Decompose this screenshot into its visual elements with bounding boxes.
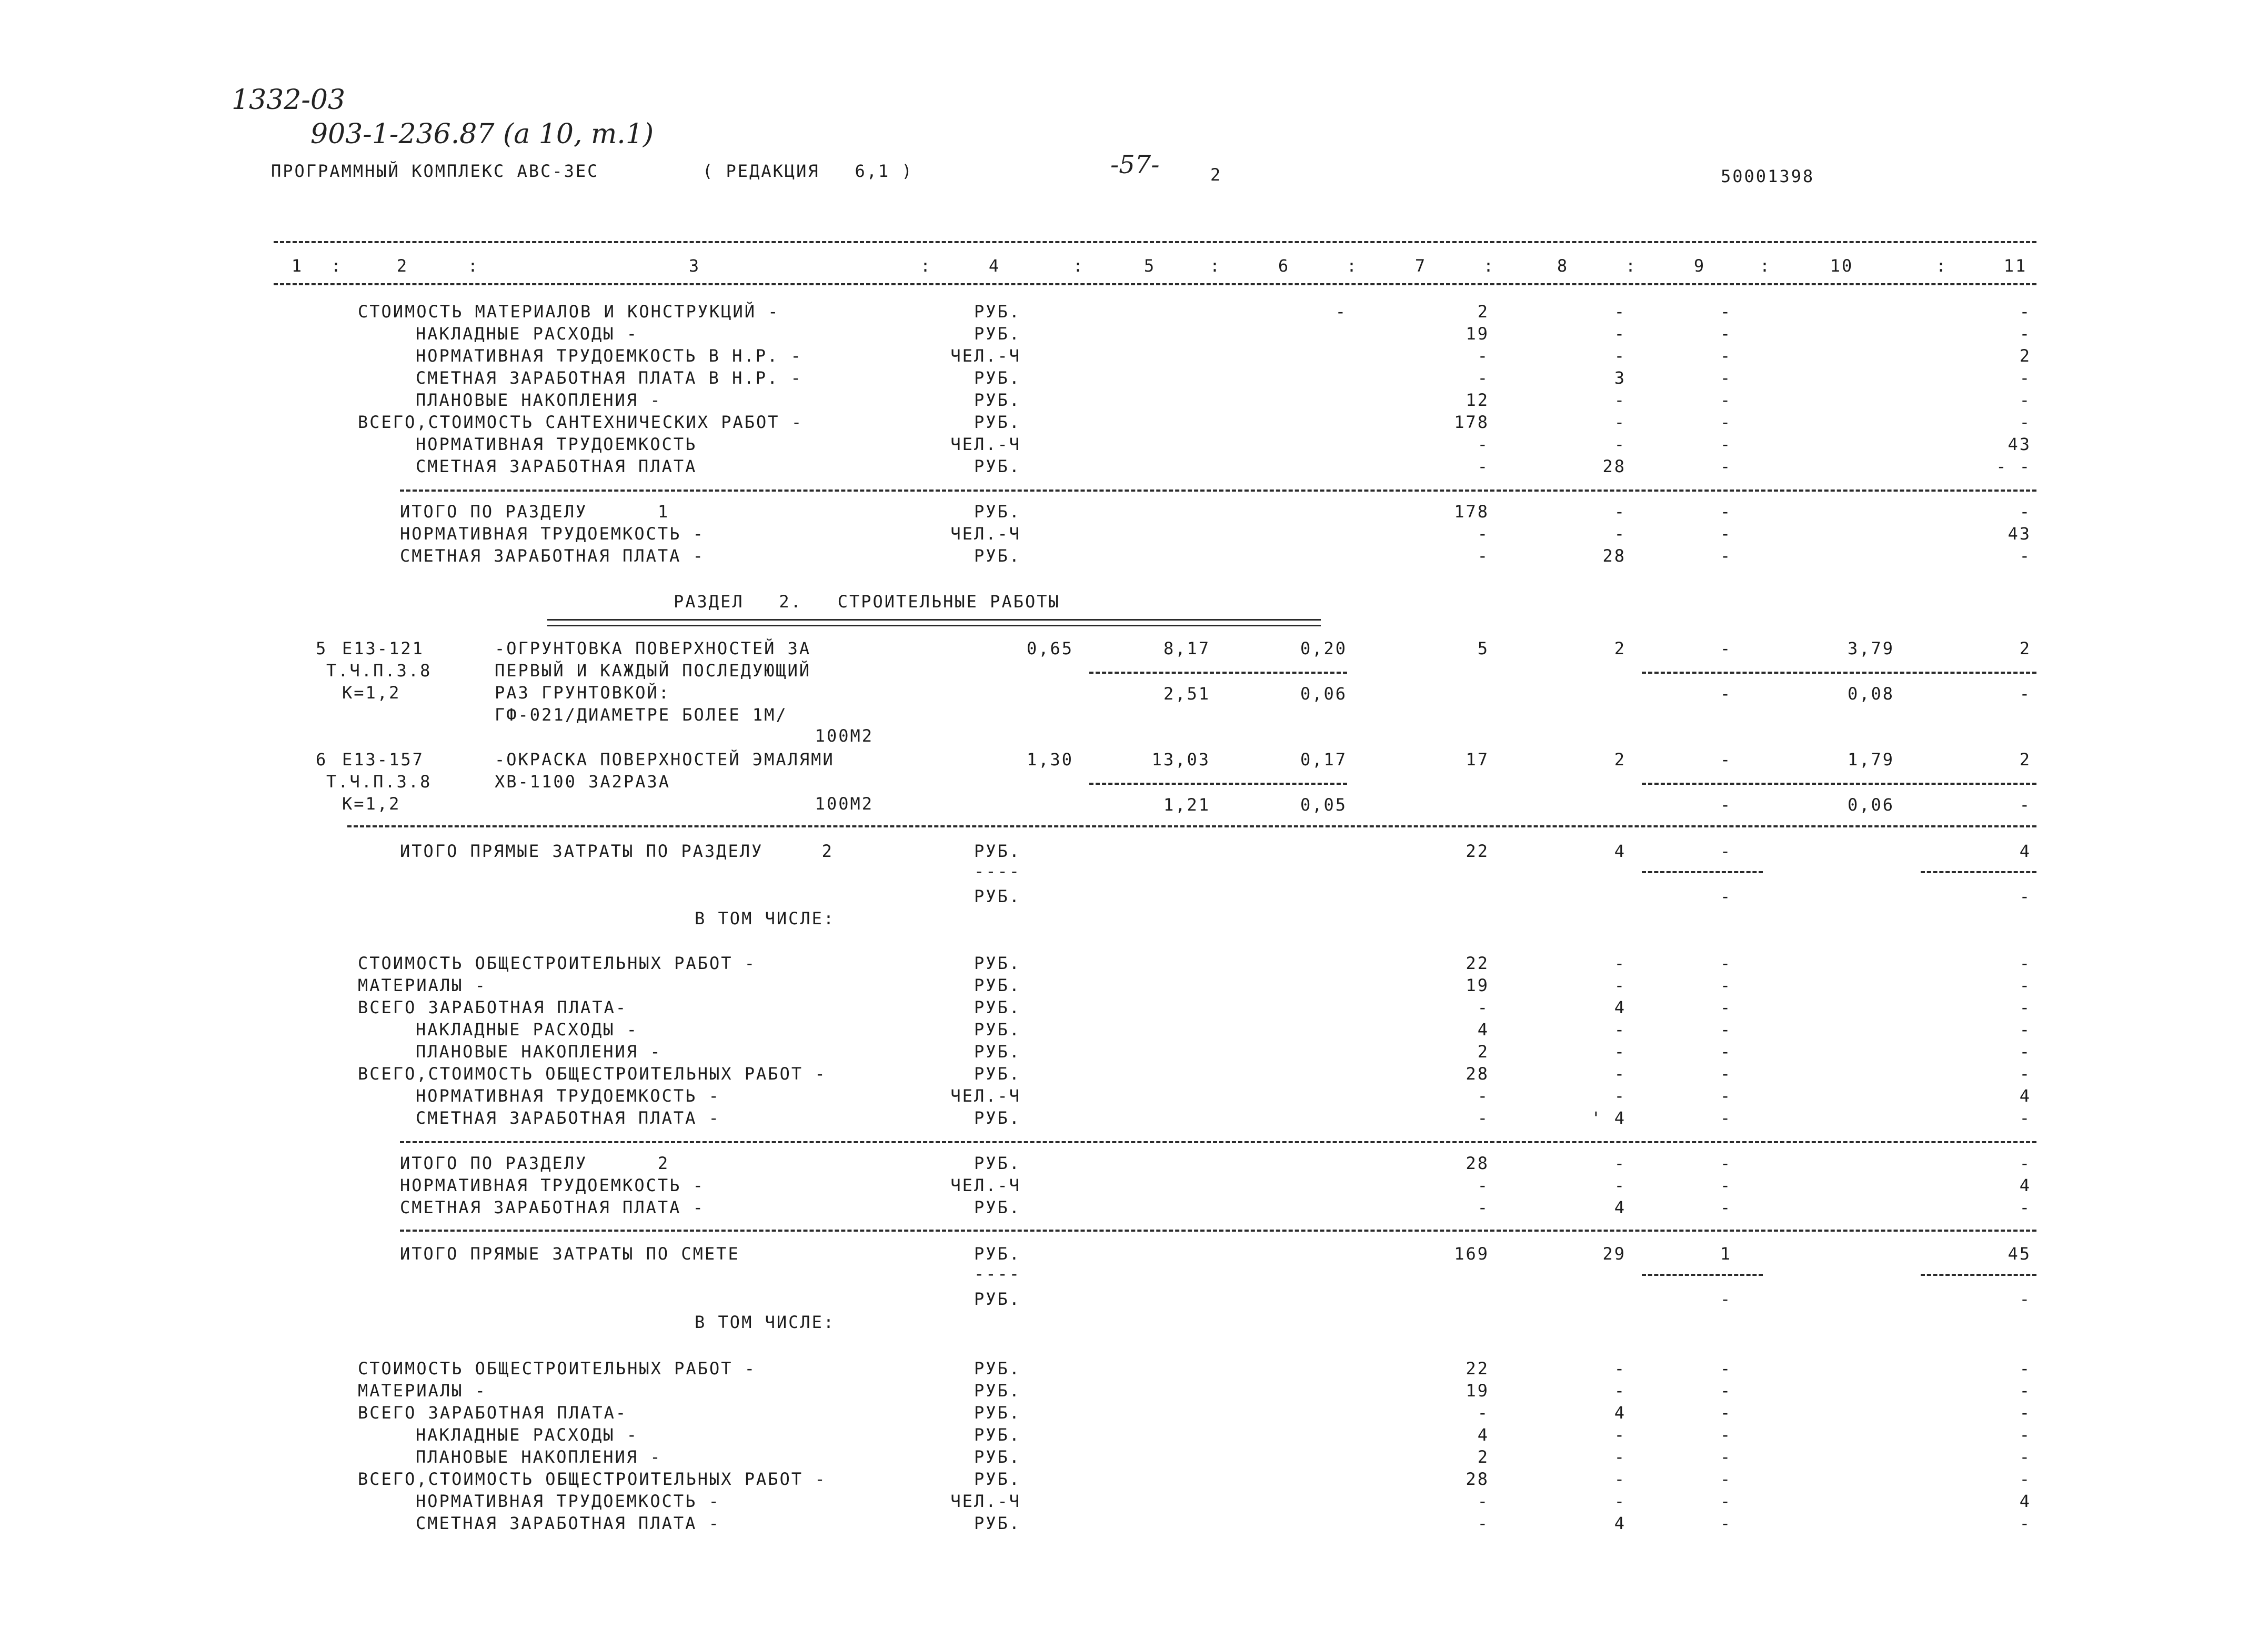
cell-col7: 5 xyxy=(1477,638,1489,658)
cell-col7: - xyxy=(1477,1513,1489,1533)
cell-col9: - xyxy=(1720,1513,1732,1533)
cell-col7: - xyxy=(1477,434,1489,454)
item-code: Е13-157 xyxy=(342,750,424,770)
cell-col9: - xyxy=(1720,975,1732,995)
item-unit: 100М2 xyxy=(815,794,874,814)
row-unit: РУБ. xyxy=(974,412,1021,432)
table-header-rule xyxy=(274,283,2036,285)
column-number: 10 xyxy=(1830,256,1854,276)
estimate-direct-total-label: ИТОГО ПРЯМЫЕ ЗАТРАТЫ ПО СМЕТЕ xyxy=(400,1244,740,1264)
cell-col5-machine: 1,21 xyxy=(1163,795,1210,815)
cell-col9: - xyxy=(1720,1197,1732,1217)
cell-col10: 1,79 xyxy=(1847,750,1894,770)
cell-col8: - xyxy=(1614,1447,1626,1467)
section1-subtotal-rule xyxy=(400,490,2036,492)
row-unit: РУБ. xyxy=(974,1425,1021,1445)
row-label: СТОИМОСТЬ ОБЩЕСТРОИТЕЛЬНЫХ РАБОТ - xyxy=(358,1359,757,1379)
cell-col9: - xyxy=(1720,434,1732,454)
cell-col8: - xyxy=(1614,1086,1626,1106)
cell-col11: - xyxy=(2019,302,2031,322)
cell-col7: 17 xyxy=(1466,750,1489,770)
row-label: СТОИМОСТЬ ОБЩЕСТРОИТЕЛЬНЫХ РАБОТ - xyxy=(358,953,757,973)
row-label: ИТОГО ПО РАЗДЕЛУ 1 xyxy=(400,502,670,522)
cell-col11: - xyxy=(2019,324,2031,344)
cell-col7: - xyxy=(1477,1086,1489,1106)
row-label: НОРМАТИВНАЯ ТРУДОЕМКОСТЬ - xyxy=(416,1491,720,1511)
section2-direct-total-rule-a xyxy=(1642,871,1763,873)
row-unit: РУБ. xyxy=(974,1020,1021,1040)
items-end-rule xyxy=(347,825,2036,827)
section2-direct-total-unit-underline: ---- xyxy=(974,861,1021,881)
cell-col8: - xyxy=(1614,302,1626,322)
cell-col7: 2 xyxy=(1477,1042,1489,1062)
cell-col5: 8,17 xyxy=(1163,638,1210,658)
cell-col9: - xyxy=(1720,1381,1732,1401)
row-label: ПЛАНОВЫЕ НАКОПЛЕНИЯ - xyxy=(416,390,662,410)
cell-col9: - xyxy=(1720,524,1732,544)
section2-direct-total-col11b: - xyxy=(2019,886,2031,906)
cell-col9: - xyxy=(1720,1469,1732,1489)
row-label: НОРМАТИВНАЯ ТРУДОЕМКОСТЬ - xyxy=(416,1086,720,1106)
cell-col8: 4 xyxy=(1614,1403,1626,1423)
item-ref: Т.Ч.П.3.8 xyxy=(326,661,432,681)
column-separator: : xyxy=(1209,256,1222,276)
row-label: НОРМАТИВНАЯ ТРУДОЕМКОСТЬ В Н.Р. - xyxy=(416,346,802,366)
cell-col9: - xyxy=(1720,1403,1732,1423)
estimate-direct-total-col8: 29 xyxy=(1602,1244,1626,1264)
cell-col11: - xyxy=(2019,1513,2031,1533)
cell-col8: - xyxy=(1614,346,1626,366)
item-description: ГФ-021/ДИАМЕТРЕ БОЛЕЕ 1М/ xyxy=(495,705,788,725)
cell-col8: - xyxy=(1614,1425,1626,1445)
column-separator: : xyxy=(1483,256,1496,276)
item5-split-rule-b xyxy=(1642,672,2036,674)
row-unit: РУБ. xyxy=(974,1469,1021,1489)
cell-col9: - xyxy=(1720,346,1732,366)
cell-col8: - xyxy=(1614,953,1626,973)
cell-col8: - xyxy=(1614,390,1626,410)
item-unit: 100М2 xyxy=(815,726,874,746)
cell-col8: - xyxy=(1614,434,1626,454)
cell-col11: - xyxy=(2019,1064,2031,1084)
cell-col11: 2 xyxy=(2019,750,2031,770)
cell-col11: - xyxy=(2019,1469,2031,1489)
cell-col8: 4 xyxy=(1614,1513,1626,1533)
row-unit: РУБ. xyxy=(974,324,1021,344)
column-separator: : xyxy=(467,256,480,276)
sheet-number: 2 xyxy=(1210,165,1222,185)
row-label: СМЕТНАЯ ЗАРАБОТНАЯ ПЛАТА - xyxy=(416,1513,720,1533)
cell-col9: - xyxy=(1720,1359,1732,1379)
cell-col8: - xyxy=(1614,975,1626,995)
row-label: ИТОГО ПО РАЗДЕЛУ 2 xyxy=(400,1153,670,1173)
item-number: 5 xyxy=(316,638,328,658)
cell-col11: - xyxy=(2019,1447,2031,1467)
program-name: ПРОГРАММНЫЙ КОМПЛЕКС АВС-3ЕС xyxy=(271,161,599,181)
section2-direct-total-col11: 4 xyxy=(2019,841,2031,861)
cell-col9: - xyxy=(1720,456,1732,476)
row-unit: РУБ. xyxy=(974,546,1021,566)
item-ref: Т.Ч.П.3.8 xyxy=(326,772,432,792)
row-unit: РУБ. xyxy=(974,1359,1021,1379)
cell-col8: - xyxy=(1614,1064,1626,1084)
cell-col11: - xyxy=(2019,1108,2031,1128)
cell-col9: - xyxy=(1720,324,1732,344)
section2-direct-total-col9b: - xyxy=(1720,886,1732,906)
cell-col9: - xyxy=(1720,997,1732,1017)
cell-col5-machine: 2,51 xyxy=(1163,684,1210,704)
cell-col8: - xyxy=(1614,524,1626,544)
cell-col9: - xyxy=(1720,1447,1732,1467)
column-number: 5 xyxy=(1143,256,1156,276)
cell-col5: 13,03 xyxy=(1151,750,1210,770)
item-description: -ОГРУНТОВКА ПОВЕРХНОСТЕЙ ЗА xyxy=(495,638,811,658)
cell-col11: - xyxy=(2019,412,2031,432)
cell-col11: - xyxy=(2019,975,2031,995)
row-label: СМЕТНАЯ ЗАРАБОТНАЯ ПЛАТА xyxy=(416,456,697,476)
cell-col11: 2 xyxy=(2019,638,2031,658)
cell-col11: 4 xyxy=(2019,1175,2031,1195)
row-unit: РУБ. xyxy=(974,1042,1021,1062)
row-unit: РУБ. xyxy=(974,997,1021,1017)
item-description: -ОКРАСКА ПОВЕРХНОСТЕЙ ЭМАЛЯМИ xyxy=(495,750,835,770)
column-number: 4 xyxy=(988,256,1001,276)
cell-col7: 22 xyxy=(1466,1359,1489,1379)
cell-col11: - xyxy=(2019,953,2031,973)
row-label: ПЛАНОВЫЕ НАКОПЛЕНИЯ - xyxy=(416,1042,662,1062)
row-unit: РУБ. xyxy=(974,390,1021,410)
row-unit: РУБ. xyxy=(974,1513,1021,1533)
cell-col8: - xyxy=(1614,1175,1626,1195)
cell-col11-machine: - xyxy=(2019,684,2031,704)
row-label: ВСЕГО,СТОИМОСТЬ ОБЩЕСТРОИТЕЛЬНЫХ РАБОТ - xyxy=(358,1469,827,1489)
row-unit: РУБ. xyxy=(974,1447,1021,1467)
cell-col6: - xyxy=(1335,302,1347,322)
item-code: Е13-121 xyxy=(342,638,424,658)
estimate-direct-total-unit-underline: ---- xyxy=(974,1264,1021,1284)
cell-col7: 2 xyxy=(1477,1447,1489,1467)
cell-col8: - xyxy=(1614,1381,1626,1401)
cell-col7: - xyxy=(1477,1491,1489,1511)
cell-col8: 3 xyxy=(1614,368,1626,388)
column-number: 11 xyxy=(2003,256,2028,276)
cell-col9: - xyxy=(1720,1425,1732,1445)
row-unit: ЧЕЛ.-Ч xyxy=(950,434,1021,454)
cell-col11: - xyxy=(2019,1042,2031,1062)
section2-direct-total-rule-b xyxy=(1921,871,2036,873)
row-unit: РУБ. xyxy=(974,1108,1021,1128)
column-number: 3 xyxy=(688,256,701,276)
cell-col7: - xyxy=(1477,1108,1489,1128)
cell-col9: - xyxy=(1720,1042,1732,1062)
cell-col8: - xyxy=(1614,1042,1626,1062)
row-label: СТОИМОСТЬ МАТЕРИАЛОВ И КОНСТРУКЦИЙ - xyxy=(358,302,780,322)
cell-col9: - xyxy=(1720,638,1732,658)
estimate-direct-total-col9b: - xyxy=(1720,1289,1732,1309)
column-number: 6 xyxy=(1278,256,1290,276)
column-number: 2 xyxy=(396,256,409,276)
cell-col7: - xyxy=(1477,524,1489,544)
section2-direct-total-col9: - xyxy=(1720,841,1732,861)
column-number: 1 xyxy=(291,256,304,276)
including-heading: В ТОМ ЧИСЛЕ: xyxy=(695,1312,836,1332)
handwritten-archive-number: 1332-03 xyxy=(232,84,346,116)
cell-col9: - xyxy=(1720,546,1732,566)
item-coefficient: К=1,2 xyxy=(342,794,401,814)
cell-col8: - xyxy=(1614,412,1626,432)
item5-split-rule-a xyxy=(1089,672,1347,674)
row-unit: РУБ. xyxy=(974,1403,1021,1423)
cell-col4: 0,65 xyxy=(1026,638,1073,658)
estimate-total-rule xyxy=(400,1230,2036,1232)
estimate-direct-total-col11: 45 xyxy=(2008,1244,2031,1264)
handwritten-page-number: -57- xyxy=(1110,150,1160,179)
row-label: НАКЛАДНЫЕ РАСХОДЫ - xyxy=(416,1020,639,1040)
cell-col11: - xyxy=(2019,502,2031,522)
handwritten-project-number: 903-1-236.87 (а 10, т.1) xyxy=(310,118,654,150)
row-label: ВСЕГО ЗАРАБОТНАЯ ПЛАТА- xyxy=(358,997,628,1017)
cell-col7: 2 xyxy=(1477,302,1489,322)
section2-direct-total-unit2: РУБ. xyxy=(974,886,1021,906)
cell-col9: - xyxy=(1720,750,1732,770)
column-separator: : xyxy=(1935,256,1948,276)
cell-col6-machine: 0,05 xyxy=(1300,795,1347,815)
cell-col8: - xyxy=(1614,1020,1626,1040)
cell-col7: - xyxy=(1477,1197,1489,1217)
cell-col11: - xyxy=(2019,1425,2031,1445)
cell-col9: - xyxy=(1720,1108,1732,1128)
cell-col7: 28 xyxy=(1466,1469,1489,1489)
cell-col7: - xyxy=(1477,1403,1489,1423)
cell-col6: 0,17 xyxy=(1300,750,1347,770)
row-unit: РУБ. xyxy=(974,975,1021,995)
row-unit: РУБ. xyxy=(974,1153,1021,1173)
column-number: 7 xyxy=(1414,256,1427,276)
column-separator: : xyxy=(920,256,932,276)
cell-col8: ' 4 xyxy=(1591,1108,1626,1128)
row-label: НАКЛАДНЫЕ РАСХОДЫ - xyxy=(416,1425,639,1445)
row-unit: РУБ. xyxy=(974,302,1021,322)
cell-col11: 43 xyxy=(2008,434,2031,454)
including-heading: В ТОМ ЧИСЛЕ: xyxy=(695,908,836,928)
cell-col7: 4 xyxy=(1477,1425,1489,1445)
section2-direct-total-unit: РУБ. xyxy=(974,841,1021,861)
cell-col10: 3,79 xyxy=(1847,638,1894,658)
cell-col9: - xyxy=(1720,1175,1732,1195)
cell-col8: - xyxy=(1614,1469,1626,1489)
cell-col8: - xyxy=(1614,1359,1626,1379)
cell-col8: - xyxy=(1614,324,1626,344)
cell-col4: 1,30 xyxy=(1026,750,1073,770)
row-unit: ЧЕЛ.-Ч xyxy=(950,346,1021,366)
cell-col7: 19 xyxy=(1466,324,1489,344)
column-separator: : xyxy=(1072,256,1085,276)
cell-col9: - xyxy=(1720,1020,1732,1040)
row-unit: РУБ. xyxy=(974,368,1021,388)
row-label: НАКЛАДНЫЕ РАСХОДЫ - xyxy=(416,324,639,344)
cell-col7: 19 xyxy=(1466,1381,1489,1401)
row-unit: ЧЕЛ.-Ч xyxy=(950,524,1021,544)
row-label: СМЕТНАЯ ЗАРАБОТНАЯ ПЛАТА - xyxy=(400,1197,705,1217)
cell-col11: 43 xyxy=(2008,524,2031,544)
cell-col11: 4 xyxy=(2019,1491,2031,1511)
cell-col10-machine: 0,08 xyxy=(1847,684,1894,704)
cell-col7: 178 xyxy=(1454,502,1489,522)
column-separator: : xyxy=(1346,256,1359,276)
row-unit: РУБ. xyxy=(974,502,1021,522)
cell-col7: - xyxy=(1477,346,1489,366)
estimate-direct-total-rule-a xyxy=(1642,1274,1763,1276)
row-label: ВСЕГО,СТОИМОСТЬ ОБЩЕСТРОИТЕЛЬНЫХ РАБОТ - xyxy=(358,1064,827,1084)
section2-subtotal-rule xyxy=(400,1141,2036,1143)
cell-col8: 28 xyxy=(1602,456,1626,476)
estimate-direct-total-rule-b xyxy=(1921,1274,2036,1276)
cell-col8: 2 xyxy=(1614,750,1626,770)
cell-col11: - xyxy=(2019,1381,2031,1401)
column-separator: : xyxy=(1625,256,1638,276)
row-unit: РУБ. xyxy=(974,456,1021,476)
cell-col9: - xyxy=(1720,1086,1732,1106)
cell-col7: 22 xyxy=(1466,953,1489,973)
section2-direct-total-col7: 22 xyxy=(1466,841,1489,861)
cell-col7: - xyxy=(1477,1175,1489,1195)
row-label: СМЕТНАЯ ЗАРАБОТНАЯ ПЛАТА - xyxy=(416,1108,720,1128)
cell-col11: - xyxy=(2019,1153,2031,1173)
item6-split-rule-a xyxy=(1089,783,1347,785)
table-top-rule xyxy=(274,241,2036,243)
cell-col9: - xyxy=(1720,953,1732,973)
row-label: НОРМАТИВНАЯ ТРУДОЕМКОСТЬ - xyxy=(400,524,705,544)
cell-col9: - xyxy=(1720,1153,1732,1173)
cell-col6: 0,20 xyxy=(1300,638,1347,658)
cell-col8: 4 xyxy=(1614,1197,1626,1217)
cell-col7: 12 xyxy=(1466,390,1489,410)
cell-col11: 2 xyxy=(2019,346,2031,366)
row-label: ВСЕГО ЗАРАБОТНАЯ ПЛАТА- xyxy=(358,1403,628,1423)
cell-col8: - xyxy=(1614,1491,1626,1511)
cell-col8: - xyxy=(1614,502,1626,522)
cell-col7: - xyxy=(1477,997,1489,1017)
section-title-underline xyxy=(547,619,1321,626)
column-separator: : xyxy=(330,256,343,276)
row-label: СМЕТНАЯ ЗАРАБОТНАЯ ПЛАТА - xyxy=(400,546,705,566)
cell-col9: - xyxy=(1720,368,1732,388)
cell-col8: - xyxy=(1614,1153,1626,1173)
cell-col11: - xyxy=(2019,1359,2031,1379)
item-description: РАЗ ГРУНТОВКОЙ: xyxy=(495,683,670,703)
row-unit: ЧЕЛ.-Ч xyxy=(950,1175,1021,1195)
cell-col7: 178 xyxy=(1454,412,1489,432)
cell-col11: - xyxy=(2019,997,2031,1017)
row-label: ВСЕГО,СТОИМОСТЬ САНТЕХНИЧЕСКИХ РАБОТ - xyxy=(358,412,804,432)
cell-col8: 2 xyxy=(1614,638,1626,658)
item-number: 6 xyxy=(316,750,328,770)
cell-col9: - xyxy=(1720,1491,1732,1511)
row-unit: РУБ. xyxy=(974,1064,1021,1084)
cell-col7: 4 xyxy=(1477,1020,1489,1040)
cell-col9: - xyxy=(1720,502,1732,522)
row-label: СМЕТНАЯ ЗАРАБОТНАЯ ПЛАТА В Н.Р. - xyxy=(416,368,802,388)
column-separator: : xyxy=(1759,256,1772,276)
row-unit: РУБ. xyxy=(974,1197,1021,1217)
row-label: НОРМАТИВНАЯ ТРУДОЕМКОСТЬ - xyxy=(400,1175,705,1195)
cell-col7: 28 xyxy=(1466,1064,1489,1084)
cell-col11: - xyxy=(2019,546,2031,566)
cell-col7: 28 xyxy=(1466,1153,1489,1173)
cell-col7: 19 xyxy=(1466,975,1489,995)
section2-direct-total-col8: 4 xyxy=(1614,841,1626,861)
estimate-direct-total-unit: РУБ. xyxy=(974,1244,1021,1264)
cell-col10-machine: 0,06 xyxy=(1847,795,1894,815)
cell-col9-machine: - xyxy=(1720,795,1732,815)
row-label: НОРМАТИВНАЯ ТРУДОЕМКОСТЬ xyxy=(416,434,697,454)
cell-col11: 4 xyxy=(2019,1086,2031,1106)
row-unit: ЧЕЛ.-Ч xyxy=(950,1086,1021,1106)
cell-col6-machine: 0,06 xyxy=(1300,684,1347,704)
row-unit: РУБ. xyxy=(974,953,1021,973)
row-unit: ЧЕЛ.-Ч xyxy=(950,1491,1021,1511)
cell-col8: 28 xyxy=(1602,546,1626,566)
estimate-direct-total-unit2: РУБ. xyxy=(974,1289,1021,1309)
cell-col11: - - xyxy=(1996,456,2031,476)
row-unit: РУБ. xyxy=(974,1381,1021,1401)
row-label: ПЛАНОВЫЕ НАКОПЛЕНИЯ - xyxy=(416,1447,662,1467)
cell-col11: - xyxy=(2019,1020,2031,1040)
cell-col11: - xyxy=(2019,390,2031,410)
estimate-direct-total-col7: 169 xyxy=(1454,1244,1489,1264)
cell-col11: - xyxy=(2019,368,2031,388)
section-title: РАЗДЕЛ 2. СТРОИТЕЛЬНЫЕ РАБОТЫ xyxy=(674,592,1060,612)
cell-col11: - xyxy=(2019,1403,2031,1423)
document-code: 50001398 xyxy=(1721,166,1815,186)
item-description: ХВ-1100 ЗА2РАЗА xyxy=(495,772,670,792)
item-description: ПЕРВЫЙ И КАЖДЫЙ ПОСЛЕДУЮЩИЙ xyxy=(495,661,811,681)
cell-col7: - xyxy=(1477,368,1489,388)
estimate-direct-total-col9: 1 xyxy=(1720,1244,1732,1264)
cell-col9: - xyxy=(1720,390,1732,410)
cell-col11-machine: - xyxy=(2019,795,2031,815)
row-label: МАТЕРИАЛЫ - xyxy=(358,975,487,995)
cell-col9-machine: - xyxy=(1720,684,1732,704)
item-coefficient: К=1,2 xyxy=(342,683,401,703)
section2-direct-total-label: ИТОГО ПРЯМЫЕ ЗАТРАТЫ ПО РАЗДЕЛУ 2 xyxy=(400,841,834,861)
cell-col9: - xyxy=(1720,412,1732,432)
row-label: МАТЕРИАЛЫ - xyxy=(358,1381,487,1401)
edition-label: ( РЕДАКЦИЯ 6,1 ) xyxy=(703,161,914,181)
column-number: 9 xyxy=(1693,256,1706,276)
column-number: 8 xyxy=(1557,256,1569,276)
cell-col7: - xyxy=(1477,456,1489,476)
estimate-direct-total-col11b: - xyxy=(2019,1289,2031,1309)
cell-col9: - xyxy=(1720,1064,1732,1084)
cell-col7: - xyxy=(1477,546,1489,566)
cell-col9: - xyxy=(1720,302,1732,322)
cell-col8: 4 xyxy=(1614,997,1626,1017)
item6-split-rule-b xyxy=(1642,783,2036,785)
cell-col11: - xyxy=(2019,1197,2031,1217)
